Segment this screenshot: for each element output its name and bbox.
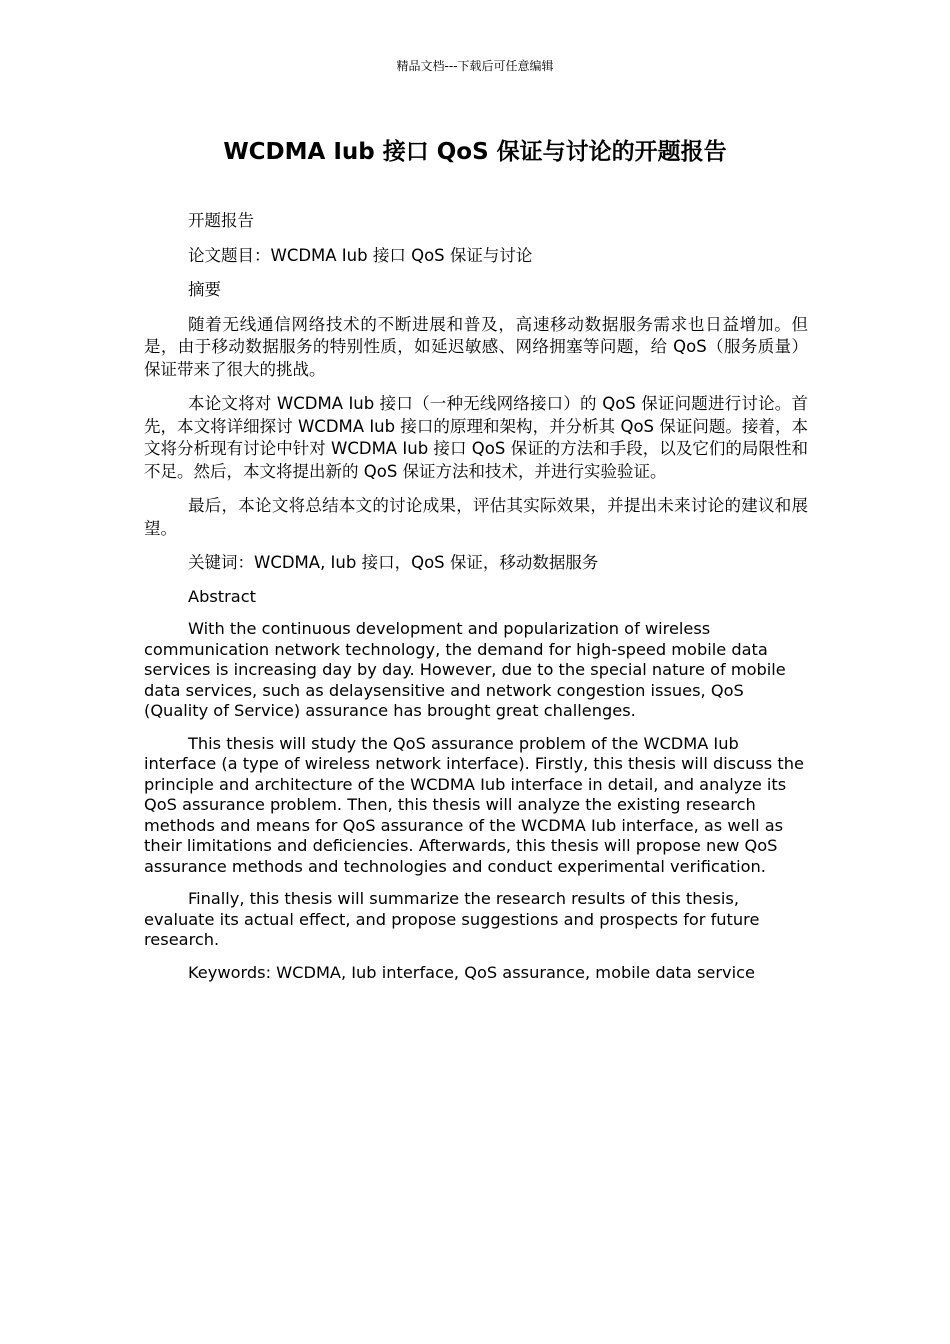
abstract-en-paragraph-2: This thesis will study the QoS assurance problem of the WCDMA Iub interface (a type of wireless network interface). Firstly, this thesis will discuss the principle and architecture of the WCDMA Iub interface in detail, and analyze its QoS assurance problem. Then, this thesis will analyze the existing research methods and means for QoS assurance of the WCDMA Iub interface, as well as their limitations and deficiencies. Afterwards, this thesis will propose new QoS assurance methods and technologies and conduct experimental verification. bbox=[144, 733, 804, 876]
abstract-heading-cn: 摘要 bbox=[188, 280, 221, 299]
keywords-cn: 关键词：WCDMA, Iub 接口，QoS 保证，移动数据服务 bbox=[188, 553, 599, 572]
abstract-cn-paragraph-1: 随着无线通信网络技术的不断进展和普及，高速移动数据服务需求也日益增加。但是，由于移动数据服务的特别性质，如延迟敏感、网络拥塞等问题，给 QoS（服务质量）保证带来了很大的挑战。 bbox=[144, 314, 808, 379]
document-body bbox=[144, 210, 808, 995]
report-label: 开题报告 bbox=[188, 211, 254, 230]
abstract-cn-paragraph-3: 最后，本论文将总结本文的讨论成果，评估其实际效果，并提出未来讨论的建议和展望。 bbox=[144, 496, 808, 538]
abstract-en-paragraph-1: With the continuous development and popularization of wireless communication network technology, the demand for high-speed mobile data services is increasing day by day. However, due to the special nature of mobile data services, such as delaysensitive and network congestion issues, QoS (Quality of Service) assurance has brought great challenges. bbox=[144, 619, 786, 720]
thesis-title-line: 论文题目：WCDMA Iub 接口 QoS 保证与讨论 bbox=[188, 245, 533, 265]
abstract-en-paragraph-3: Finally, this thesis will summarize the research results of this thesis, evaluate its actual effect, and propose suggestions and prospects for future research. bbox=[144, 889, 760, 949]
document-title: WCDMA Iub 接口 QoS 保证与讨论的开题报告 bbox=[223, 139, 727, 165]
keywords-en: Keywords: WCDMA, Iub interface, QoS assurance, mobile data service bbox=[188, 962, 755, 982]
abstract-cn-paragraph-2: 本论文将对 WCDMA Iub 接口（一种无线网络接口）的 QoS 保证问题进行讨论。首先，本文将详细探讨 WCDMA Iub 接口的原理和架构，并分析其 QoS 保证问题。接着，本文将分析现有讨论中针对 WCDMA Iub 接口 QoS 保证的方法和手段，以及它们的局限性和不足。然后，本文将提出新的 QoS 保证方法和技术，并进行实验验证。 bbox=[144, 394, 808, 481]
page-header-note: 精品文档---下载后可任意编辑 bbox=[396, 59, 554, 73]
abstract-heading-en: Abstract bbox=[188, 586, 256, 606]
